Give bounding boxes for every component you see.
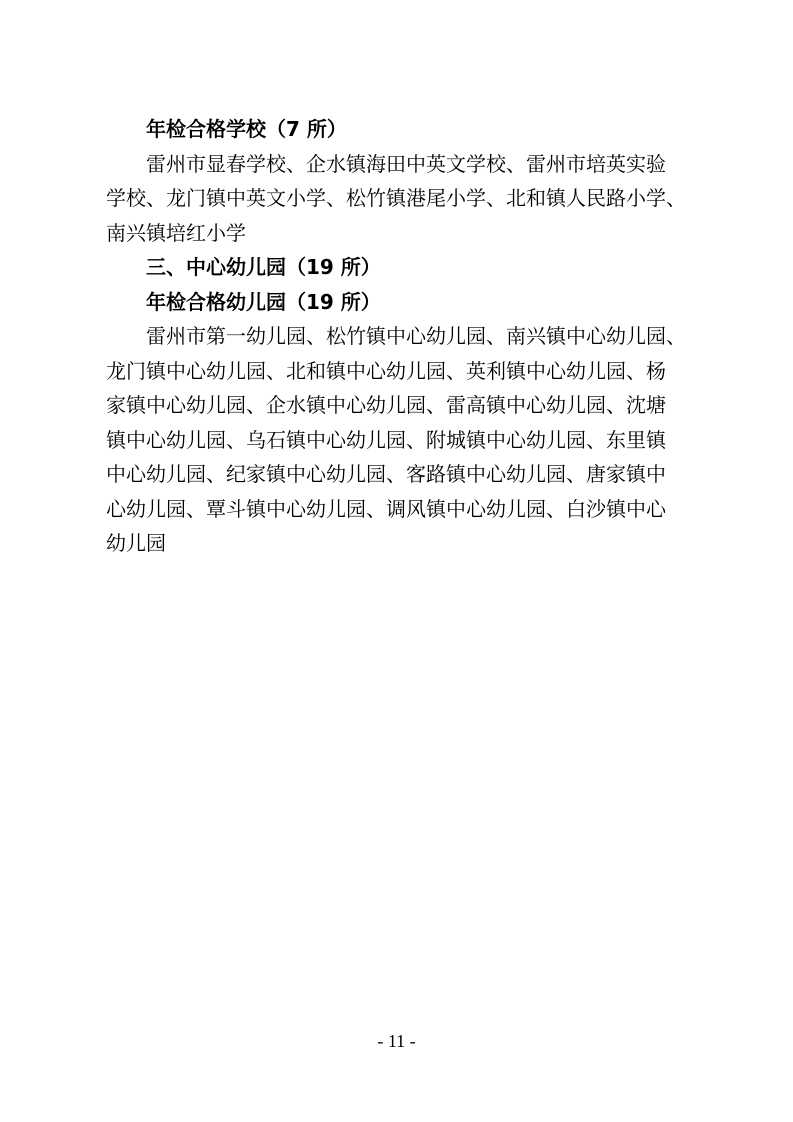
kindergarten-list <box>106 319 692 561</box>
page-number: - 11 - <box>377 1031 416 1051</box>
document-body <box>106 112 692 561</box>
kindergarten-section-heading: 年检合格幼儿园（19 所） <box>146 289 381 314</box>
section-three-heading: 三、中心幼儿园（19 所） <box>146 255 381 279</box>
kindergarten-list-line: 心幼儿园、覃斗镇中心幼儿园、调风镇中心幼儿园、白沙镇中心 <box>106 496 666 521</box>
kindergarten-list-line: 龙门镇中心幼儿园、北和镇中心幼儿园、英利镇中心幼儿园、杨 <box>106 358 666 383</box>
school-list <box>106 147 692 251</box>
kindergarten-list-line: 镇中心幼儿园、乌石镇中心幼儿园、附城镇中心幼儿园、东里镇 <box>106 427 666 452</box>
school-list-line: 雷州市显春学校、企水镇海田中英文学校、雷州市培英实验 <box>146 151 666 176</box>
school-list-line: 学校、龙门镇中英文小学、松竹镇港尾小学、北和镇人民路小学、 <box>106 186 686 210</box>
kindergarten-list-line: 家镇中心幼儿园、企水镇中心幼儿园、雷高镇中心幼儿园、沈塘 <box>106 393 666 417</box>
school-list-line: 南兴镇培红小学 <box>106 220 246 245</box>
kindergarten-list-line: 中心幼儿园、纪家镇中心幼儿园、客路镇中心幼儿园、唐家镇中 <box>106 462 666 486</box>
school-section-heading: 年检合格学校（7 所） <box>146 117 347 141</box>
kindergarten-list-line: 幼儿园 <box>106 531 166 555</box>
kindergarten-list-line: 雷州市第一幼儿园、松竹镇中心幼儿园、南兴镇中心幼儿园、 <box>146 324 686 348</box>
